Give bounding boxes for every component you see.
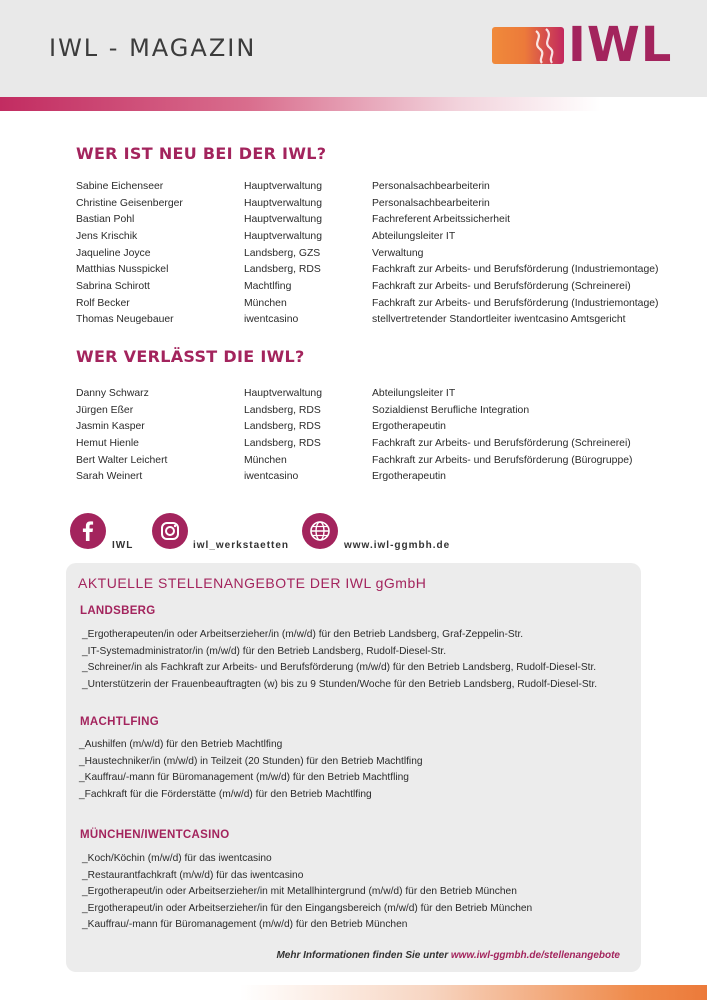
person-role: Fachkraft zur Arbeits- und Berufsförderung (Schreinerei) bbox=[372, 437, 631, 449]
person-role: stellvertretender Standortleiter iwentcasino Amtsgericht bbox=[372, 314, 626, 326]
new-staff-heading: WER IST NEU BEI DER IWL? bbox=[76, 144, 327, 163]
person-name: Bert Walter Leichert bbox=[76, 454, 168, 466]
person-role: Personalsachbearbeiterin bbox=[372, 180, 490, 192]
person-row bbox=[76, 261, 658, 278]
person-location: Hauptverwaltung bbox=[244, 387, 322, 399]
job-list-muenchen bbox=[82, 851, 532, 934]
person-name: Bastian Pohl bbox=[76, 214, 135, 226]
person-row bbox=[76, 468, 632, 485]
person-location: iwentcasino bbox=[244, 314, 299, 326]
person-row bbox=[76, 245, 658, 262]
logo-mark bbox=[492, 27, 564, 64]
person-name: Jaqueline Joyce bbox=[76, 247, 151, 259]
person-row bbox=[76, 312, 658, 329]
leaving-staff-table bbox=[76, 385, 632, 485]
job-item[interactable]: _Restaurantfachkraft (m/w/d) für das iwentcasino bbox=[82, 869, 304, 881]
person-location: Landsberg, RDS bbox=[244, 421, 321, 433]
facebook-icon bbox=[70, 513, 106, 549]
person-role: Fachkraft zur Arbeits- und Berufsförderung (Industriemontage) bbox=[372, 297, 659, 309]
person-location: München bbox=[244, 297, 287, 309]
page-header bbox=[0, 0, 707, 97]
person-name: Danny Schwarz bbox=[76, 387, 149, 399]
person-location: Landsberg, RDS bbox=[244, 437, 321, 449]
job-item[interactable]: _Ergotherapeut/in oder Arbeitserzieher/in mit Metallhintergrund (m/w/d) für den Betrieb München bbox=[82, 886, 517, 898]
job-list-machtlfing bbox=[79, 737, 423, 803]
job-item[interactable]: _Unterstützerin der Frauenbeauftragten (w) bis zu 9 Stunden/Woche für den Betrieb Landsberg, Rudolf-Diesel-Str. bbox=[82, 678, 598, 690]
job-item[interactable]: _Kauffrau/-mann für Büromanagement (m/w/d) für den Betrieb Machtfling bbox=[79, 772, 409, 784]
person-name: Rolf Becker bbox=[76, 297, 130, 309]
job-item[interactable]: _Koch/Köchin (m/w/d) für das iwentcasino bbox=[82, 853, 272, 864]
person-location: Landsberg, RDS bbox=[244, 264, 321, 276]
job-item[interactable]: _Haustechniker/in (m/w/d) in Teilzeit (20 Stunden) für den Betrieb Machtlfing bbox=[79, 755, 423, 767]
header-gradient-band bbox=[0, 97, 707, 111]
person-role: Personalsachbearbeiterin bbox=[372, 197, 490, 209]
person-location: Landsberg, RDS bbox=[244, 404, 321, 416]
person-role: Abteilungsleiter IT bbox=[372, 230, 456, 242]
instagram-label: iwl_werkstaetten bbox=[193, 540, 290, 551]
logo-wordmark: IWL bbox=[568, 17, 673, 73]
person-name: Thomas Neugebauer bbox=[76, 314, 174, 326]
person-role: Ergotherapeutin bbox=[372, 471, 446, 483]
person-row bbox=[76, 178, 658, 195]
person-row bbox=[76, 278, 658, 295]
iwl-logo bbox=[492, 17, 673, 73]
person-name: Sabine Eichenseer bbox=[76, 180, 164, 192]
job-item[interactable]: _Aushilfen (m/w/d) für den Betrieb Machtlfing bbox=[79, 739, 283, 750]
facebook-label: IWL bbox=[112, 540, 134, 551]
job-item[interactable]: _IT-Systemadministrator/in (m/w/d) für den Betrieb Landsberg, Rudolf-Diesel-Str. bbox=[82, 645, 447, 657]
person-row bbox=[76, 195, 658, 212]
person-name: Sarah Weinert bbox=[76, 471, 143, 483]
person-name: Sabrina Schirott bbox=[76, 280, 150, 292]
person-location: Landsberg, GZS bbox=[244, 247, 321, 259]
instagram-icon bbox=[152, 513, 188, 549]
more-info-note bbox=[276, 950, 620, 961]
website-label: www.iwl-ggmbh.de bbox=[344, 540, 451, 551]
person-name: Jürgen Eßer bbox=[76, 404, 134, 416]
job-item[interactable]: _Ergotherapeuten/in oder Arbeitserzieher/in (m/w/d) für den Betrieb Landsberg, Graf-Zeppelin-Str. bbox=[82, 629, 524, 640]
person-role: Sozialdienst Berufliche Integration bbox=[372, 404, 530, 416]
group-title-muenchen: MÜNCHEN/IWENTCASINO bbox=[80, 829, 230, 841]
magazine-title: IWL - MAGAZIN bbox=[49, 34, 257, 62]
person-row bbox=[76, 228, 658, 245]
new-staff-table bbox=[76, 178, 658, 328]
globe-icon bbox=[302, 513, 338, 549]
person-location: Hauptverwaltung bbox=[244, 197, 322, 209]
person-name: Jasmin Kasper bbox=[76, 421, 145, 433]
person-location: Machtlfing bbox=[244, 280, 292, 292]
person-row bbox=[76, 295, 658, 312]
person-role: Fachkraft zur Arbeits- und Berufsförderung (Schreinerei) bbox=[372, 280, 631, 292]
person-row bbox=[76, 385, 632, 402]
job-offers-link[interactable]: www.iwl-ggmbh.de/stellenangebote bbox=[450, 950, 620, 961]
job-list-landsberg bbox=[82, 627, 597, 693]
job-offers-panel bbox=[66, 563, 641, 972]
footer-gradient-band bbox=[240, 985, 707, 1000]
person-row bbox=[76, 435, 632, 452]
person-role: Verwaltung bbox=[372, 247, 424, 259]
person-role: Fachkraft zur Arbeits- und Berufsförderung (Industriemontage) bbox=[372, 264, 659, 276]
group-title-machtlfing: MACHTLFING bbox=[80, 716, 160, 728]
person-location: Hauptverwaltung bbox=[244, 214, 322, 226]
job-offers-title: AKTUELLE STELLENANGEBOTE DER IWL gGmbH bbox=[78, 575, 427, 591]
job-item[interactable]: _Kauffrau/-mann für Büromanagement (m/w/d) für den Betrieb München bbox=[82, 919, 408, 931]
person-row bbox=[76, 402, 632, 419]
person-role: Fachkraft zur Arbeits- und Berufsförderung (Bürogruppe) bbox=[372, 454, 633, 466]
person-location: Hauptverwaltung bbox=[244, 230, 322, 242]
leaving-staff-heading: WER VERLÄSST DIE IWL? bbox=[76, 347, 305, 366]
person-row bbox=[76, 211, 658, 228]
person-name: Christine Geisenberger bbox=[76, 197, 183, 209]
person-row bbox=[76, 418, 632, 435]
person-location: iwentcasino bbox=[244, 471, 299, 483]
person-location: München bbox=[244, 454, 287, 466]
job-item[interactable]: _Fachkraft für die Förderstätte (m/w/d) für den Betrieb Machtlfing bbox=[79, 788, 372, 800]
more-info-text: Mehr Informationen finden Sie unter bbox=[276, 950, 449, 961]
person-role: Abteilungsleiter IT bbox=[372, 387, 456, 399]
person-role: Fachreferent Arbeitssicherheit bbox=[372, 214, 511, 226]
job-item[interactable]: _Ergotherapeut/in oder Arbeitserzieher/in für den Eingangsbereich (m/w/d) für den Betrieb München bbox=[82, 902, 533, 914]
person-name: Hemut Hienle bbox=[76, 437, 139, 449]
person-name: Matthias Nusspickel bbox=[76, 264, 169, 276]
person-row bbox=[76, 452, 632, 469]
group-title-landsberg: LANDSBERG bbox=[80, 605, 156, 617]
job-item[interactable]: _Schreiner/in als Fachkraft zur Arbeits- und Berufsförderung (m/w/d) für den Betrieb Landsberg, Rudolf-Diesel-Str. bbox=[82, 662, 597, 674]
person-name: Jens Krischik bbox=[76, 230, 138, 242]
person-role: Ergotherapeutin bbox=[372, 421, 446, 433]
person-location: Hauptverwaltung bbox=[244, 180, 322, 192]
